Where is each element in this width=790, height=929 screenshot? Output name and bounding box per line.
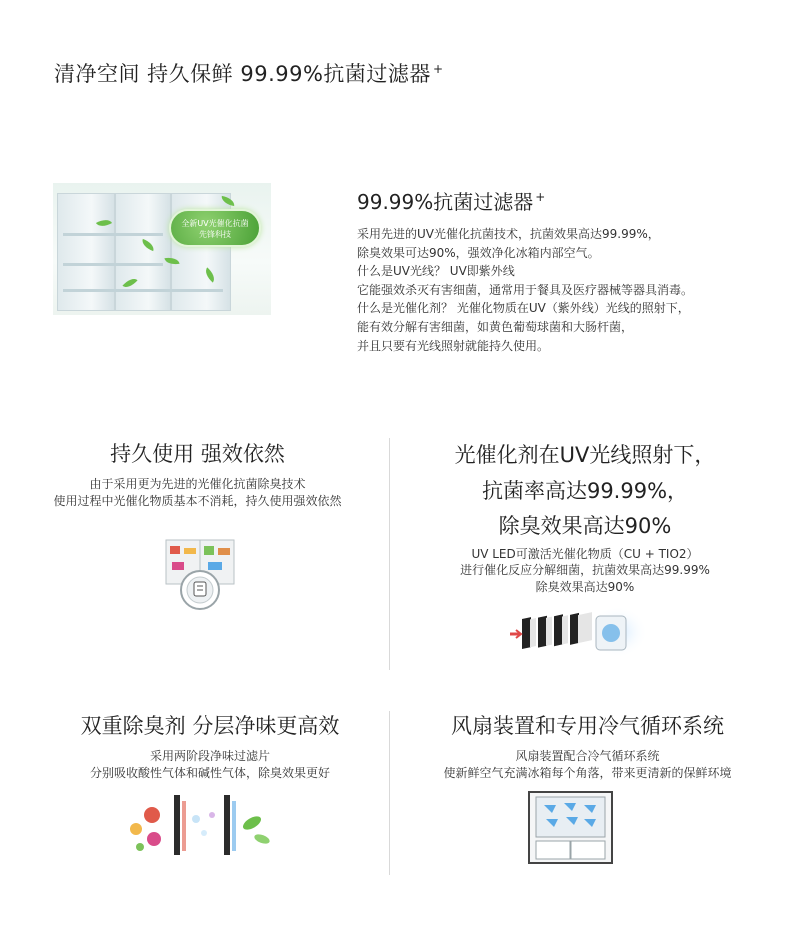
hero-title: [357, 186, 777, 215]
badge-line-2: 先锋科技: [199, 230, 231, 239]
feature-desc-line: 分别吸收酸性气体和碱性气体，除臭效果更好: [89, 765, 330, 780]
airflow-fridge-icon: [528, 791, 613, 864]
page-title: [54, 58, 444, 88]
dual-filter-icon: [124, 793, 274, 857]
feature-fan-circulation: [390, 711, 785, 781]
feature-title-line: 抗菌率高达99.99%，: [481, 478, 689, 503]
hero-line: 什么是光催化剂？ 光催化物质在UV（紫外线）光线的照射下，: [357, 301, 690, 316]
hero-line: 并且只要有光线照射就能持久使用。: [357, 338, 550, 353]
page-title-mark: +: [432, 62, 444, 76]
hero-line: 什么是UV光线？ UV即紫外线: [357, 264, 515, 279]
feature-durable: [0, 439, 395, 509]
hero-description: [357, 225, 777, 355]
fridge-with-filter-icon: [164, 538, 236, 612]
feature-desc-line: 进行催化反应分解细菌，抗菌效果高达99.99%: [460, 563, 710, 577]
feature-desc-line: 采用两阶段净味过滤片: [149, 749, 270, 763]
feature-desc-line: 除臭效果高达90%: [535, 579, 635, 594]
uv-tech-badge: [169, 209, 261, 247]
fridge-shelf: [63, 263, 163, 266]
fridge-door-center: [115, 193, 171, 311]
hero-fridge-image: [53, 183, 271, 315]
hero-title-mark: +: [535, 190, 546, 205]
feature-dual-deodorizer: [0, 711, 420, 781]
uv-filter-module-icon: [508, 604, 648, 666]
feature-title: 风扇装置和专用冷气循环系统: [451, 714, 724, 738]
feature-desc-line: 使用过程中光催化物质基本不消耗，持久使用强效依然: [53, 493, 342, 508]
badge-line-1: 全新UV光催化抗菌: [181, 219, 249, 228]
feature-uv-catalyst: [390, 439, 780, 595]
feature-title-line: 光催化剂在UV光线照射下，: [454, 443, 716, 467]
hero-text-block: [357, 186, 777, 355]
hero-line: 能有效分解有害细菌，如黄色葡萄球菌和大肠杆菌，: [357, 319, 634, 334]
hero-line: 除臭效果可达90%，强效净化冰箱内部空气。: [357, 245, 600, 260]
feature-desc-line: 使新鲜空气充满冰箱每个角落，带来更清新的保鲜环境: [443, 765, 732, 780]
fridge-door-left: [57, 193, 115, 311]
hero-line: 它能强效杀灭有害细菌，通常用于餐具及医疗器械等器具消毒。: [357, 282, 694, 297]
page-title-text: 清净空间 持久保鲜 99.99%抗菌过滤器: [54, 62, 431, 86]
hero-line: 采用先进的UV光催化抗菌技术，抗菌效果高达99.99%，: [357, 227, 660, 241]
feature-desc-line: UV LED可激活光催化物质（CU + TIO2）: [471, 546, 699, 561]
feature-desc-line: 由于采用更为先进的光催化抗菌除臭技术: [89, 477, 306, 491]
fridge-shelf: [63, 233, 163, 236]
fridge-shelf: [63, 289, 223, 292]
hero-title-text: 99.99%抗菌过滤器: [357, 190, 534, 214]
feature-title-line: 除臭效果高达90%: [498, 514, 672, 538]
feature-title: 持久使用 强效依然: [110, 442, 285, 466]
feature-title: 双重除臭剂 分层净味更高效: [80, 714, 340, 738]
feature-desc-line: 风扇装置配合冷气循环系统: [515, 749, 660, 763]
